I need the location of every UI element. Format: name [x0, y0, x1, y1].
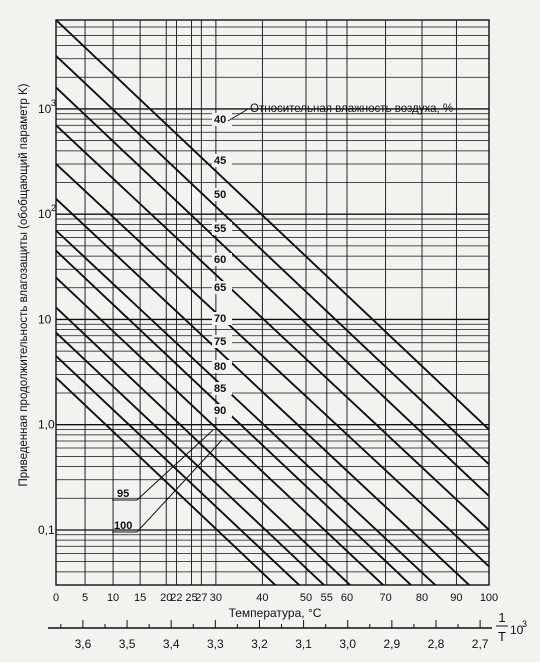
x-tick-label: 100 [479, 592, 499, 604]
series-label-65: 65 [214, 282, 227, 294]
x2-tick-label: 2,8 [427, 637, 445, 651]
series-label-95: 95 [117, 488, 130, 500]
x2-tick-label: 3,0 [339, 637, 357, 651]
y-tick-label: 0,1 [38, 522, 55, 537]
x-tick-label: 55 [320, 592, 333, 604]
x2-tick-label: 2,9 [383, 637, 401, 651]
series-label-85: 85 [214, 383, 227, 395]
x2-tick-label: 3,3 [206, 637, 224, 651]
x2-tick-label: 3,1 [295, 637, 312, 651]
x-tick-label: 40 [256, 592, 269, 604]
x-tick-label: 20 [160, 592, 173, 604]
x2-tick-label: 3,2 [251, 637, 268, 651]
x-tick-label: 30 [209, 592, 223, 604]
x-tick-label: 10 [106, 592, 120, 604]
x-tick-label: 27 [195, 592, 208, 604]
y-tick-label: 1,0 [38, 417, 55, 432]
x2-axis-label [496, 610, 527, 644]
x-tick-label: 15 [133, 592, 147, 604]
x-tick-label: 80 [415, 592, 429, 604]
x2-tick-label: 3,5 [118, 637, 136, 651]
svg-text:1: 1 [498, 610, 506, 625]
y-tick-exp: 2 [51, 203, 57, 214]
x-tick-label: 25 [185, 592, 198, 604]
x-tick-label: 60 [340, 592, 354, 604]
leader-100 [137, 440, 222, 532]
series-label-90: 90 [214, 405, 227, 417]
x-tick-label: 5 [81, 592, 89, 604]
series-label-80: 80 [214, 361, 227, 373]
series-label-50: 50 [214, 189, 227, 201]
y-tick-label: 10 [38, 207, 52, 222]
x-tick-label: 70 [379, 592, 392, 604]
series-label-40: 40 [214, 114, 227, 126]
x-axis-label: Температура, °C [228, 606, 322, 620]
x-tick-label: 22 [170, 592, 183, 604]
x-tick-label: 50 [299, 592, 313, 604]
series-label-100: 100 [114, 520, 133, 532]
series-label-55: 55 [214, 223, 227, 235]
series-label-60: 60 [214, 254, 227, 266]
series-label-75: 75 [214, 336, 227, 348]
x-tick-label: 0 [52, 592, 60, 604]
series-layer [56, 20, 489, 662]
series-line-55 [56, 125, 489, 530]
y-axis-label: Приведенная продолжительность влагозащиты (обобщающий параметр K) [18, 83, 30, 487]
x2-tick-label: 3,6 [74, 637, 92, 651]
y-tick-label: 10 [38, 312, 52, 327]
svg-text:T: T [498, 629, 506, 644]
series-label-45: 45 [214, 155, 227, 167]
y-tick-label: 10 [38, 101, 52, 116]
y-tick-exp: 3 [51, 97, 57, 108]
legend-title: Относительная влажность воздуха, % [250, 103, 454, 115]
x2-tick-label: 2,7 [471, 637, 489, 651]
x-tick-label: 90 [450, 592, 463, 604]
svg-text:3: 3 [522, 619, 528, 629]
x2-tick-label: 3,4 [162, 637, 180, 651]
series-label-70: 70 [214, 313, 227, 325]
svg-text:10: 10 [510, 623, 524, 637]
